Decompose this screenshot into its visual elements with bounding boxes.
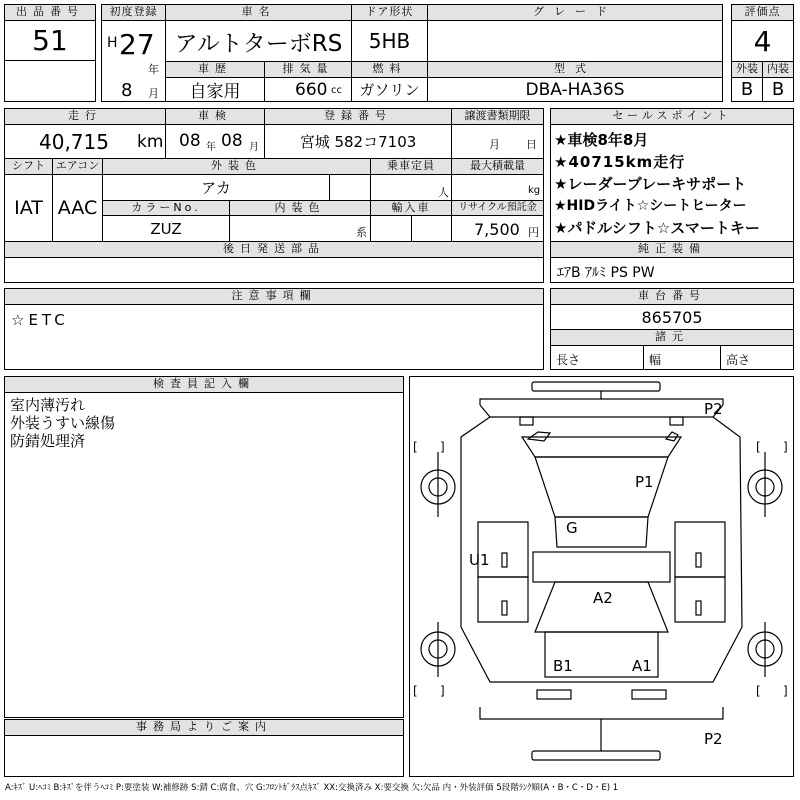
front-bumper [480, 399, 723, 405]
notes: ☆ETC [4, 304, 544, 370]
recycle-box [451, 215, 544, 242]
damage-mark: U1 [469, 551, 490, 569]
inspection-box [165, 124, 265, 159]
sales-points-header: セールスポイント [550, 108, 794, 125]
sales-point: ★HIDライト☆シートヒーター [554, 198, 747, 214]
equipment: ｴｱB ｱﾙﾐ PS PW [550, 257, 794, 283]
bracket: ] [783, 684, 788, 698]
inspection-header: 車検 [165, 108, 265, 125]
legend: A:ｷｽﾞ U:ﾍｺﾐ B:ｷｽﾞを伴うﾍｺﾐ P:要塗装 W:補修跡 S:錆 C:腐食、穴 G:ﾌﾛﾝﾄｶﾞﾗｽ点ｷｽﾞ XX:交換済み X:要交換 欠:欠品 内・外装評価 5段階ﾗﾝｸ順(A・B・C・D・E) 1 [5, 783, 619, 793]
sales-point: ★レーダーブレーキサポート [554, 175, 747, 193]
exterior-color-header: 外装色 [102, 158, 371, 175]
bracket: [ [413, 684, 418, 698]
interior-color-box [229, 215, 371, 242]
year-unit: 年 [148, 63, 159, 76]
color-no: ZUZ [102, 215, 230, 242]
deadline-month-unit: 月 [489, 138, 500, 151]
roof [533, 552, 670, 582]
notes-header: 注意事項欄 [4, 288, 544, 305]
sales-points [550, 124, 794, 242]
mileage-box [4, 124, 166, 159]
car-name-header: 車名 [165, 4, 352, 21]
inspector-line: 防錆処理済 [10, 432, 86, 450]
front-door-right [675, 522, 725, 577]
inspector-line: 室内薄汚れ [10, 396, 86, 414]
damage-mark: B1 [553, 657, 573, 675]
month-unit: 月 [148, 87, 159, 100]
displacement-header: 排気量 [264, 61, 352, 78]
front-bumper-strip [532, 382, 660, 391]
mileage-unit: km [137, 132, 164, 152]
later-parts [4, 257, 544, 283]
aircon: AAC [52, 174, 103, 242]
fuel-header: 燃料 [351, 61, 428, 78]
chassis-header: 車台番号 [550, 288, 794, 305]
door-type: 5HB [351, 20, 428, 62]
transfer-deadline-header: 譲渡書類期限 [451, 108, 544, 125]
recycle-header: リサイクル預託金 [451, 200, 544, 216]
shift-header: シフト [4, 158, 53, 175]
office-notes [4, 735, 404, 777]
max-load-unit: kg [528, 185, 541, 196]
taillight-left [537, 690, 571, 699]
score-header: 評価点 [731, 4, 794, 21]
rear-bumper [480, 707, 723, 719]
exterior-color-extra [329, 174, 371, 201]
interior-score: B [762, 77, 794, 102]
displacement: 660 [295, 80, 328, 100]
damage-mark: A2 [593, 589, 613, 607]
bracket: ] [783, 440, 788, 454]
mileage: 40,715 [39, 130, 109, 154]
reg-number-header: 登録番号 [264, 108, 452, 125]
import-header: 輸入車 [370, 200, 452, 216]
sales-point: ★40715km走行 [554, 153, 686, 171]
bracket: ] [440, 440, 445, 454]
exterior-score-header: 外装 [731, 61, 763, 78]
era: H [107, 35, 118, 51]
reg-number: 宮城 582コ7103 [264, 124, 452, 159]
inspection-year: 08 [179, 131, 201, 151]
displacement-box [264, 77, 352, 102]
shift: IAT [4, 174, 53, 242]
inspector-header: 検査員記入欄 [4, 376, 404, 393]
max-load-header: 最大積載量 [451, 158, 544, 175]
office-header: 事務局よりご案内 [4, 719, 404, 736]
damage-mark: P2 [704, 400, 723, 418]
damage-mark: A1 [632, 657, 652, 675]
car-name: アルトターボRS [165, 20, 352, 62]
interior-color-header: 内装色 [229, 200, 371, 216]
sales-point: ★パドルシフト☆スマートキー [554, 219, 760, 237]
inspection-year-unit: 年 [206, 142, 216, 153]
headlight-left [520, 417, 533, 425]
color-no-header: カラーNo. [102, 200, 230, 216]
bracket: [ [756, 684, 761, 698]
transfer-deadline-box [451, 124, 544, 159]
import-box-1 [370, 215, 412, 242]
grade-header: グレード [427, 4, 723, 21]
lot-number-blank [4, 60, 96, 102]
interior-color-unit: 系 [356, 226, 367, 239]
lot-number: 51 [4, 20, 96, 61]
hood [522, 437, 681, 457]
taillight-right [632, 690, 666, 699]
interior-score-header: 内装 [762, 61, 794, 78]
recycle-fee: 7,500 [474, 220, 520, 239]
bracket: [ [413, 440, 418, 454]
equipment-header: 純正装備 [550, 241, 794, 258]
exterior-score: B [731, 77, 763, 102]
specs-header: 諸元 [550, 329, 794, 346]
history: 自家用 [165, 77, 265, 102]
inspection-month-unit: 月 [249, 142, 259, 153]
later-parts-header: 後日発送部品 [4, 241, 544, 258]
mileage-header: 走行 [4, 108, 166, 125]
grade [427, 20, 723, 62]
chassis-number: 865705 [550, 304, 794, 330]
max-load-box [451, 174, 544, 201]
capacity-box [370, 174, 452, 201]
car-body-diagram [410, 377, 793, 776]
bracket: ] [440, 684, 445, 698]
first-reg-month: 8 [121, 80, 133, 101]
first-registration-box [101, 20, 166, 102]
spec-width: 幅 [643, 345, 721, 370]
overall-score: 4 [731, 20, 794, 62]
aircon-header: エアコン [52, 158, 103, 175]
lot-number-header: 出品番号 [4, 4, 96, 21]
deadline-day-unit: 日 [526, 138, 537, 151]
inspector-line: 外装うすい線傷 [10, 414, 116, 432]
bracket: [ [756, 440, 761, 454]
damage-mark: P1 [635, 473, 654, 491]
import-box-2 [411, 215, 452, 242]
spec-length: 長さ [550, 345, 644, 370]
model-code-header: 型式 [427, 61, 723, 78]
headlight-right [670, 417, 683, 425]
damage-diagram [409, 376, 794, 777]
door-header: ドア形状 [351, 4, 428, 21]
inspector-notes [4, 392, 404, 718]
capacity-header: 乗車定員 [370, 158, 452, 175]
fuel: ガソリン [351, 77, 428, 102]
capacity-unit: 人 [438, 186, 449, 199]
displacement-unit: cc [331, 85, 342, 96]
first-reg-year: 27 [119, 28, 155, 61]
damage-mark: G [566, 519, 578, 537]
damage-mark: P2 [704, 730, 723, 748]
history-header: 車歴 [165, 61, 265, 78]
rear-bumper-strip [532, 751, 660, 760]
sales-point: ★車検8年8月 [554, 131, 649, 149]
first-registration-header: 初度登録 [101, 4, 166, 21]
exterior-color: アカ [102, 174, 330, 201]
model-code: DBA-HA36S [427, 77, 723, 102]
recycle-unit: 円 [528, 226, 539, 239]
inspection-month: 08 [221, 131, 243, 151]
spec-height: 高さ [720, 345, 794, 370]
